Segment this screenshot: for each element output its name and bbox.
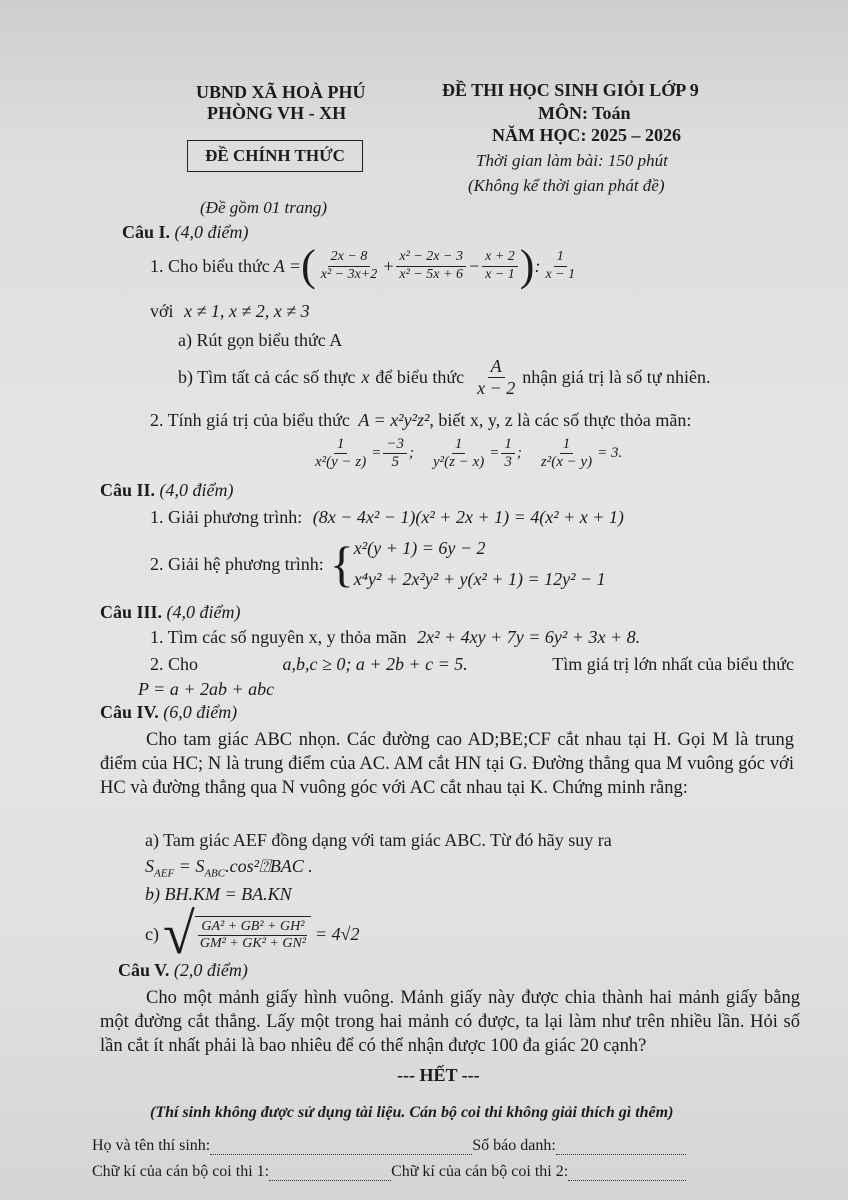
pages-note: (Đề gồm 01 trang) bbox=[200, 198, 328, 217]
q1-frac3: $\frac{x + 2}{x - 1}$ bbox=[482, 249, 518, 282]
q1-b-pre: b) Tìm tất cả các số thực bbox=[178, 366, 356, 387]
question-5-title: Câu V. bbox=[118, 960, 170, 980]
q1-p2-post: , biết x, y, z là các số thực thỏa mãn: bbox=[429, 410, 692, 430]
cond-frac-3-value: = 3. bbox=[597, 445, 623, 462]
q1-frac2: $\frac{\text{x² − 2x − 3}}{\text{x² − 5x + 6}}$ bbox=[396, 249, 466, 282]
q3-p1-label: 1. Tìm các số nguyên x, y thỏa mãn bbox=[150, 627, 407, 647]
q1-b-var: x bbox=[361, 366, 370, 387]
system-equations bbox=[354, 538, 606, 590]
system-eq-2: x⁴y² + 2x²y² + y(x² + 1) = 12y² − 1 bbox=[353, 569, 606, 589]
q3-p2-expr: P = a + 2ab + abc bbox=[138, 679, 275, 699]
q4-c-frac: $\frac{\text{GA² + GB² + GH²}}{\text{GM² + GK² + GN²}}$ bbox=[199, 918, 306, 951]
candidate-id-field[interactable] bbox=[556, 1142, 686, 1155]
end-mark: --- HẾT --- bbox=[397, 1065, 480, 1085]
duration: Thời gian làm bài: 150 phút bbox=[476, 151, 668, 170]
q1-p2-pre: 2. Tính giá trị của biểu thức bbox=[150, 410, 350, 430]
question-1-heading bbox=[122, 222, 249, 243]
candidate-name-field[interactable] bbox=[210, 1142, 472, 1155]
q2-p2-label: 2. Giải hệ phương trình: bbox=[150, 553, 324, 574]
cond-frac-3: $\frac{1}{\text{z²(x − y)}}$ bbox=[540, 436, 593, 471]
candidate-name-label: Họ và tên thí sinh: bbox=[92, 1137, 211, 1154]
q1-b-mid: để biểu thức bbox=[375, 366, 465, 387]
question-4-points: (6,0 điểm) bbox=[163, 702, 238, 722]
q1-frac4: $\frac{1}{x - 1}$ bbox=[545, 249, 576, 282]
cond-frac-1: $\frac{1}{\text{x²(y − z)}}$ bbox=[315, 436, 367, 471]
cond-frac-2-value: $\frac{1}{3}$ bbox=[501, 436, 515, 472]
question-2-heading bbox=[100, 480, 234, 501]
q4-c-label: c) bbox=[145, 923, 159, 944]
school-year: NĂM HỌC: 2025 – 2026 bbox=[492, 125, 681, 145]
question-1-points: (4,0 điểm) bbox=[174, 222, 249, 242]
proctor-2-label: Chữ kí của cán bộ coi thi 2: bbox=[391, 1163, 569, 1180]
q4-body: Cho tam giác ABC nhọn. Các đường cao AD;BE;CF cắt nhau tại H. Gọi M là trung điểm của HC; N là trung điểm của AC. AM cắt HN tại G. Đường thẳng qua M vuông góc với HC và đường thẳng qua N vuông góc với AC cắt nhau tại K. Chứng minh rằng: bbox=[100, 730, 794, 798]
q1-condition bbox=[150, 301, 310, 322]
question-3-title: Câu III. bbox=[100, 602, 163, 622]
question-2-title: Câu II. bbox=[100, 480, 156, 500]
q4-part-a: a) Tam giác AEF đồng dạng với tam giác ABC. Từ đó hãy suy ra bbox=[145, 830, 612, 850]
q1-p1-lhs: A = bbox=[273, 255, 302, 276]
proctor-1-label: Chữ kí của cán bộ coi thi 1: bbox=[92, 1163, 270, 1180]
q3-part1 bbox=[150, 627, 640, 648]
q1-b-post: nhận giá trị là số tự nhiên. bbox=[522, 366, 711, 387]
sqrt-symbol: √ $\frac{\text{GA² + GB² + GH²}}{\text{GM² + GK² + GN²}}$ bbox=[163, 905, 311, 963]
q1-part1-expression: 1. Cho biểu thức A = ( $\frac{2x - 8}{\text{x² − 3x+2}}$ + $\frac{\text{x² − 2x − 3}}{\text{x² − 5x + 6}}$ − $\frac{x + 2}{x - 1}$ ) : $\frac{1}{x - 1}$ bbox=[150, 244, 580, 288]
q1-part-a: a) Rút gọn biểu thức A bbox=[178, 330, 343, 350]
q3-p1-eq: 2x² + 4xy + 7y = 6y² + 3x + 8. bbox=[417, 627, 641, 647]
question-3-heading bbox=[100, 602, 241, 623]
question-4-title: Câu IV. bbox=[100, 702, 159, 722]
q4-part-a-formula: $S_{AEF}$ = $S_{ABC}.\cos^2⍰BAC$ . bbox=[145, 856, 313, 880]
right-paren: ) bbox=[519, 241, 535, 290]
q3-p2-task: Tìm giá trị lớn nhất của biểu thức bbox=[552, 654, 794, 674]
proctor-signature-line bbox=[92, 1163, 686, 1181]
cond-frac-1-value: $\frac{-3}{5}$ bbox=[383, 436, 407, 472]
question-5-heading bbox=[118, 960, 248, 981]
q1-b-frac: $\frac{A}{x - 2}$ bbox=[477, 356, 516, 398]
q1-p1-label: 1. Cho biểu thức bbox=[150, 255, 270, 276]
exam-rules-note: (Thí sinh không được sử dụng tài liệu. Cán bộ coi thi không giải thích gì thêm) bbox=[150, 1104, 674, 1121]
q3-part2 bbox=[150, 654, 794, 675]
proctor-1-signature-field[interactable] bbox=[269, 1168, 391, 1181]
q4-part-c bbox=[145, 901, 360, 966]
question-3-points: (4,0 điểm) bbox=[166, 602, 241, 622]
q2-part2 bbox=[150, 538, 606, 590]
q2-p1-label: 1. Giải phương trình: bbox=[150, 507, 303, 527]
q4-c-result: = 4√2 bbox=[314, 923, 360, 944]
q4-part-b: b) BH.KM = BA.KN bbox=[145, 884, 292, 904]
question-2-points: (4,0 điểm) bbox=[159, 480, 234, 500]
q2-part1 bbox=[150, 507, 624, 528]
proctor-2-signature-field[interactable] bbox=[568, 1168, 686, 1181]
office-name: PHÒNG VH - XH bbox=[207, 103, 347, 123]
system-eq-1: x²(y + 1) = 6y − 2 bbox=[353, 538, 486, 558]
question-1-title: Câu I. bbox=[122, 222, 171, 242]
q1-cond-label: với bbox=[150, 301, 174, 321]
question-5-points: (2,0 điểm) bbox=[173, 960, 248, 980]
q3-p2-cond: a,b,c ≥ 0; a + 2b + c = 5. bbox=[282, 654, 468, 674]
subject: MÔN: Toán bbox=[538, 103, 631, 123]
q2-p1-eq: (8x − 4x² − 1)(x² + 2x + 1) = 4(x² + x + 1) bbox=[312, 507, 624, 527]
q1-frac1: $\frac{2x - 8}{\text{x² − 3x+2}}$ bbox=[320, 249, 378, 282]
cond-frac-2: $\frac{1}{\text{y²(z − x)}}$ bbox=[433, 436, 485, 471]
candidate-name-line bbox=[92, 1137, 686, 1155]
q1-part2 bbox=[150, 410, 691, 431]
department-name: UBND XÃ HOÀ PHÚ bbox=[196, 82, 366, 102]
placeholder-glyph: ⍰ bbox=[259, 856, 270, 876]
q1-part-b bbox=[178, 356, 710, 398]
exam-title: ĐỀ THI HỌC SINH GIỎI LỚP 9 bbox=[442, 80, 699, 100]
q5-body: Cho một mảnh giấy hình vuông. Mảnh giấy này được chia thành hai mảnh giấy bằng một đường cắt thẳng. Lấy một trong hai mảnh có được, ta lại làm như trên nhiều lần. Hỏi số lần cắt ít nhất phải là bao nhiêu để có thể nhận được 100 đa giác 20 cạnh? bbox=[100, 988, 800, 1056]
q3-p2-label: 2. Cho bbox=[150, 654, 199, 674]
left-paren: ( bbox=[301, 241, 316, 290]
official-badge: ĐỀ CHÍNH THỨC bbox=[187, 140, 363, 172]
q1-p2-conditions: $\frac{1}{\text{x²(y − z)}}$ = $\frac{-3}{5}$ ; $\frac{1}{\text{y²(z − x)}}$ = $\frac{1}{3}$ ; $\frac{1}{\text{z²(x − y)}}$ = 3. bbox=[310, 436, 622, 472]
system-brace: { bbox=[329, 536, 354, 592]
q1-cond: x ≠ 1, x ≠ 2, x ≠ 3 bbox=[184, 301, 310, 321]
duration-note: (Không kể thời gian phát đề) bbox=[468, 176, 665, 195]
candidate-id-label: Số báo danh: bbox=[472, 1137, 556, 1154]
question-4-heading bbox=[100, 702, 237, 723]
q1-p2-expr: A = x²y²z² bbox=[358, 410, 430, 430]
